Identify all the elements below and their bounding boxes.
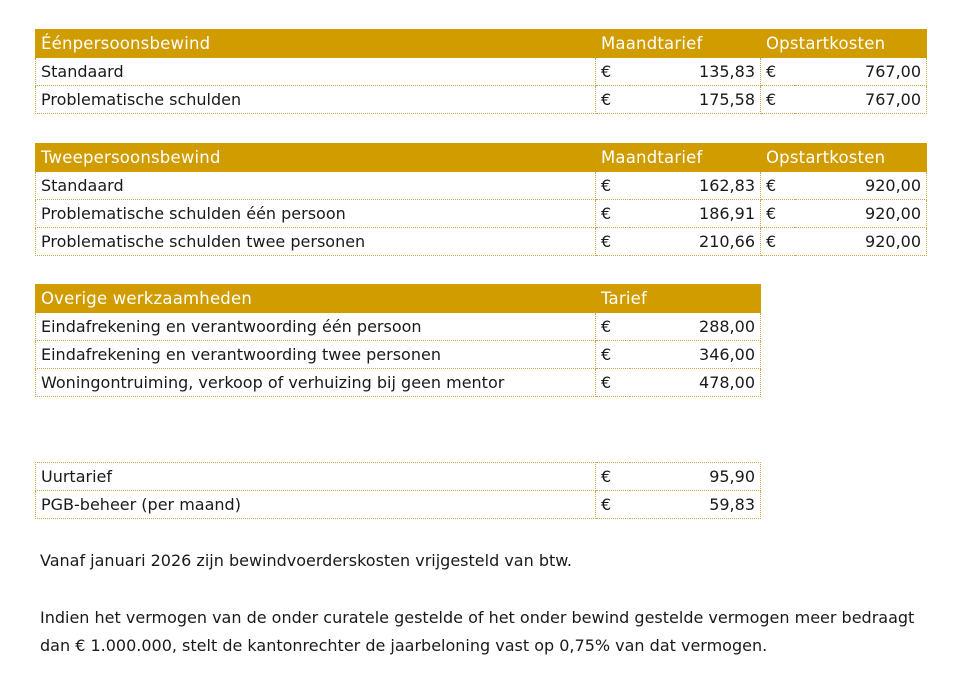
startup-cost-value: 767,00 — [795, 58, 927, 86]
row-label: PGB-beheer (per maand) — [36, 491, 596, 519]
currency-symbol: € — [761, 86, 795, 114]
header-monthly-rate: Maandtarief — [596, 144, 761, 172]
table-row — [36, 228, 927, 256]
currency-symbol: € — [596, 341, 630, 369]
table-row — [36, 491, 761, 519]
currency-symbol: € — [596, 369, 630, 397]
table-row — [36, 313, 761, 341]
rate-value: 59,83 — [630, 491, 761, 519]
row-label: Problematische schulden twee personen — [36, 228, 596, 256]
startup-cost-value: 920,00 — [795, 172, 927, 200]
table-overige-werkzaamheden — [35, 284, 761, 397]
currency-symbol: € — [596, 86, 630, 114]
monthly-rate-value: 210,66 — [630, 228, 761, 256]
monthly-rate-value: 175,58 — [630, 86, 761, 114]
currency-symbol: € — [596, 200, 630, 228]
table-row — [36, 463, 761, 491]
rate-value: 288,00 — [630, 313, 761, 341]
table-header-row — [36, 30, 927, 58]
annual-fee-note: Indien het vermogen van de onder curatele gestelde of het onder bewind gestelde vermogen meer bedraagt dan € 1.000.000, stelt de kantonrechter de jaarbeloning vast op 0,75% van dat vermogen. — [40, 608, 915, 655]
header-monthly-rate: Maandtarief — [596, 30, 761, 58]
table-row — [36, 58, 927, 86]
table-uurtarief — [35, 462, 761, 519]
table-row — [36, 369, 761, 397]
table-row — [36, 200, 927, 228]
vat-exemption-note: Vanaf januari 2026 zijn bewindvoerderskosten vrijgesteld van btw. — [40, 551, 572, 570]
row-label: Woningontruiming, verkoop of verhuizing bij geen mentor — [36, 369, 596, 397]
monthly-rate-value: 135,83 — [630, 58, 761, 86]
header-startup-costs: Opstartkosten — [761, 144, 927, 172]
row-label: Standaard — [36, 172, 596, 200]
table-row — [36, 341, 761, 369]
row-label: Problematische schulden — [36, 86, 596, 114]
table-header-row — [36, 144, 927, 172]
header-label: Tweepersoonsbewind — [36, 144, 596, 172]
startup-cost-value: 767,00 — [795, 86, 927, 114]
table-row — [36, 86, 927, 114]
monthly-rate-value: 162,83 — [630, 172, 761, 200]
rate-value: 95,90 — [630, 463, 761, 491]
table-eenpersoonsbewind — [35, 29, 927, 114]
table-tweepersoonsbewind — [35, 143, 927, 256]
row-label: Eindafrekening en verantwoording één persoon — [36, 313, 596, 341]
table-header-row — [36, 285, 761, 313]
startup-cost-value: 920,00 — [795, 200, 927, 228]
currency-symbol: € — [596, 491, 630, 519]
header-label: Overige werkzaamheden — [36, 285, 596, 313]
table-row — [36, 172, 927, 200]
monthly-rate-value: 186,91 — [630, 200, 761, 228]
rate-value: 346,00 — [630, 341, 761, 369]
header-rate: Tarief — [596, 285, 761, 313]
currency-symbol: € — [596, 463, 630, 491]
rate-value: 478,00 — [630, 369, 761, 397]
currency-symbol: € — [596, 228, 630, 256]
currency-symbol: € — [761, 200, 795, 228]
startup-cost-value: 920,00 — [795, 228, 927, 256]
currency-symbol: € — [596, 313, 630, 341]
currency-symbol: € — [761, 228, 795, 256]
row-label: Problematische schulden één persoon — [36, 200, 596, 228]
header-startup-costs: Opstartkosten — [761, 30, 927, 58]
row-label: Standaard — [36, 58, 596, 86]
currency-symbol: € — [596, 58, 630, 86]
currency-symbol: € — [596, 172, 630, 200]
row-label: Eindafrekening en verantwoording twee personen — [36, 341, 596, 369]
currency-symbol: € — [761, 172, 795, 200]
row-label: Uurtarief — [36, 463, 596, 491]
header-label: Éénpersoonsbewind — [36, 30, 596, 58]
currency-symbol: € — [761, 58, 795, 86]
